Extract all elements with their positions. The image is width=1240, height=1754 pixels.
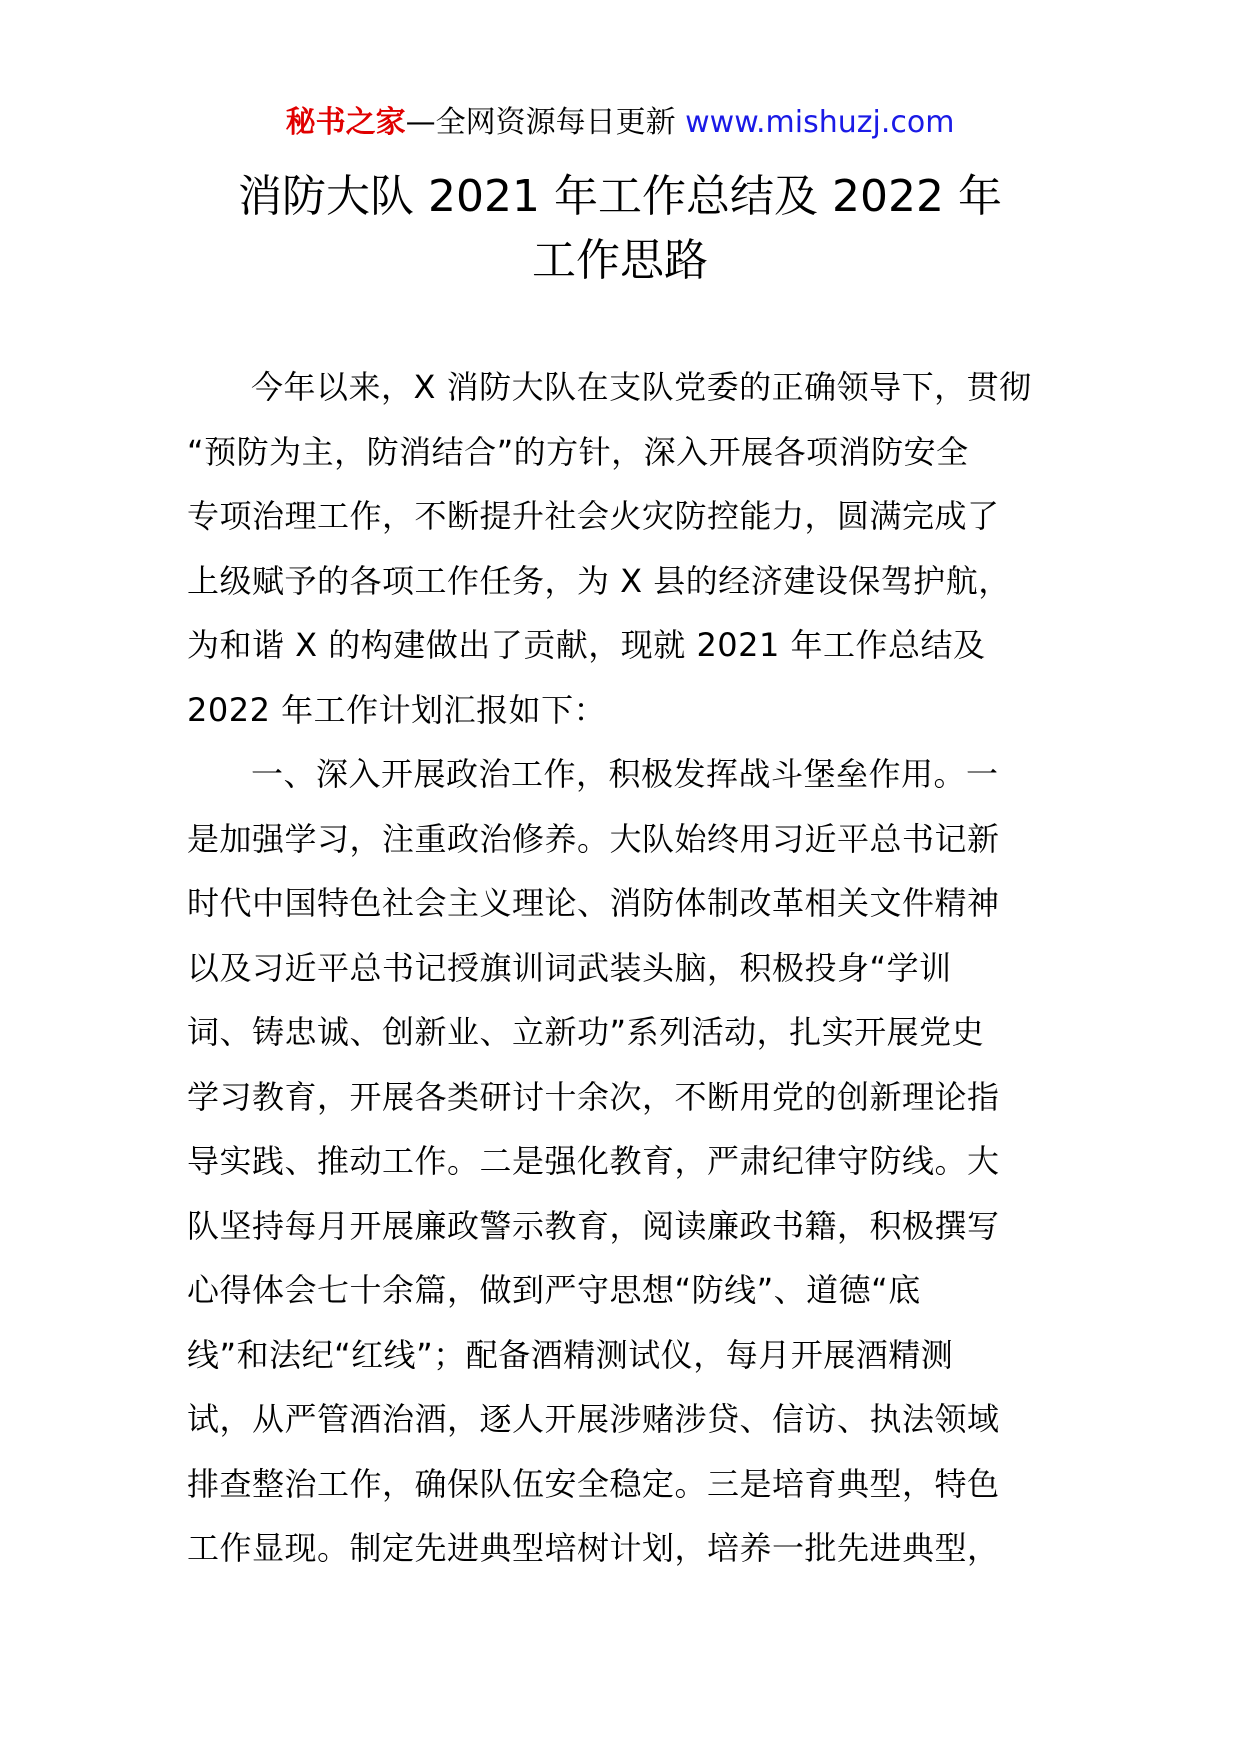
site-header bbox=[0, 103, 1240, 143]
paragraph-line: “预防为主，防消结合”的方针，深入开展各项消防安全 bbox=[187, 432, 969, 471]
paragraph-line: 今年以来，X 消防大队在支队党委的正确领导下，贯彻 bbox=[251, 368, 1032, 406]
paragraph-line: 学习教育，开展各类研讨十余次，不断用党的创新理论指 bbox=[187, 1077, 1000, 1116]
paragraph-line: 心得体会七十余篇，做到严守思想“防线”、道德“底 bbox=[187, 1271, 921, 1309]
paragraph-line: 线”和法纪“红线”；配备酒精测试仪，每月开展酒精测 bbox=[187, 1335, 954, 1374]
paragraph-line: 2022 年工作计划汇报如下： bbox=[187, 690, 607, 729]
paragraph-line: 时代中国特色社会主义理论、消防体制改革相关文件精神 bbox=[187, 884, 1000, 922]
site-tagline: —全网资源每日更新 bbox=[405, 105, 686, 140]
paragraph-line: 试，从严管酒治酒，逐人开展涉赌涉贷、信访、执法领域 bbox=[187, 1400, 1000, 1438]
paragraph-line: 队坚持每月开展廉政警示教育，阅读廉政书籍，积极撰写 bbox=[187, 1206, 1000, 1245]
document-title bbox=[0, 165, 1240, 293]
paragraph-line: 是加强学习，注重政治修养。大队始终用习近平总书记新 bbox=[187, 819, 1000, 858]
paragraph-line: 词、铸忠诚、创新业、立新功”系列活动，扎实开展党史 bbox=[187, 1013, 985, 1051]
site-brand: 秘书之家 bbox=[285, 105, 406, 140]
paragraph-line: 导实践、推动工作。二是强化教育，严肃纪律守防线。大 bbox=[187, 1142, 1000, 1180]
paragraph-line: 排查整治工作，确保队伍安全稳定。三是培育典型，特色 bbox=[187, 1464, 1000, 1503]
paragraph-line: 为和谐 X 的构建做出了贡献，现就 2021 年工作总结及 bbox=[187, 626, 986, 664]
paragraph-line: 工作显现。制定先进典型培树计划，培养一批先进典型， bbox=[187, 1529, 1000, 1567]
paragraph-line: 一、深入开展政治工作，积极发挥战斗堡垒作用。一 bbox=[251, 755, 999, 793]
site-url-link[interactable]: www.mishuzj.com bbox=[685, 105, 955, 140]
document-body bbox=[187, 355, 1053, 1581]
title-line-1: 消防大队 2021 年工作总结及 2022 年 bbox=[238, 171, 1002, 222]
paragraph-line: 专项治理工作，不断提升社会火灾防控能力，圆满完成了 bbox=[187, 497, 1000, 535]
paragraph-line: 以及习近平总书记授旗训词武装头脑，积极投身“学训 bbox=[187, 948, 952, 987]
title-line-2: 工作思路 bbox=[532, 235, 708, 286]
paragraph-line: 上级赋予的各项工作任务，为 X 县的经济建设保驾护航， bbox=[187, 561, 1011, 600]
